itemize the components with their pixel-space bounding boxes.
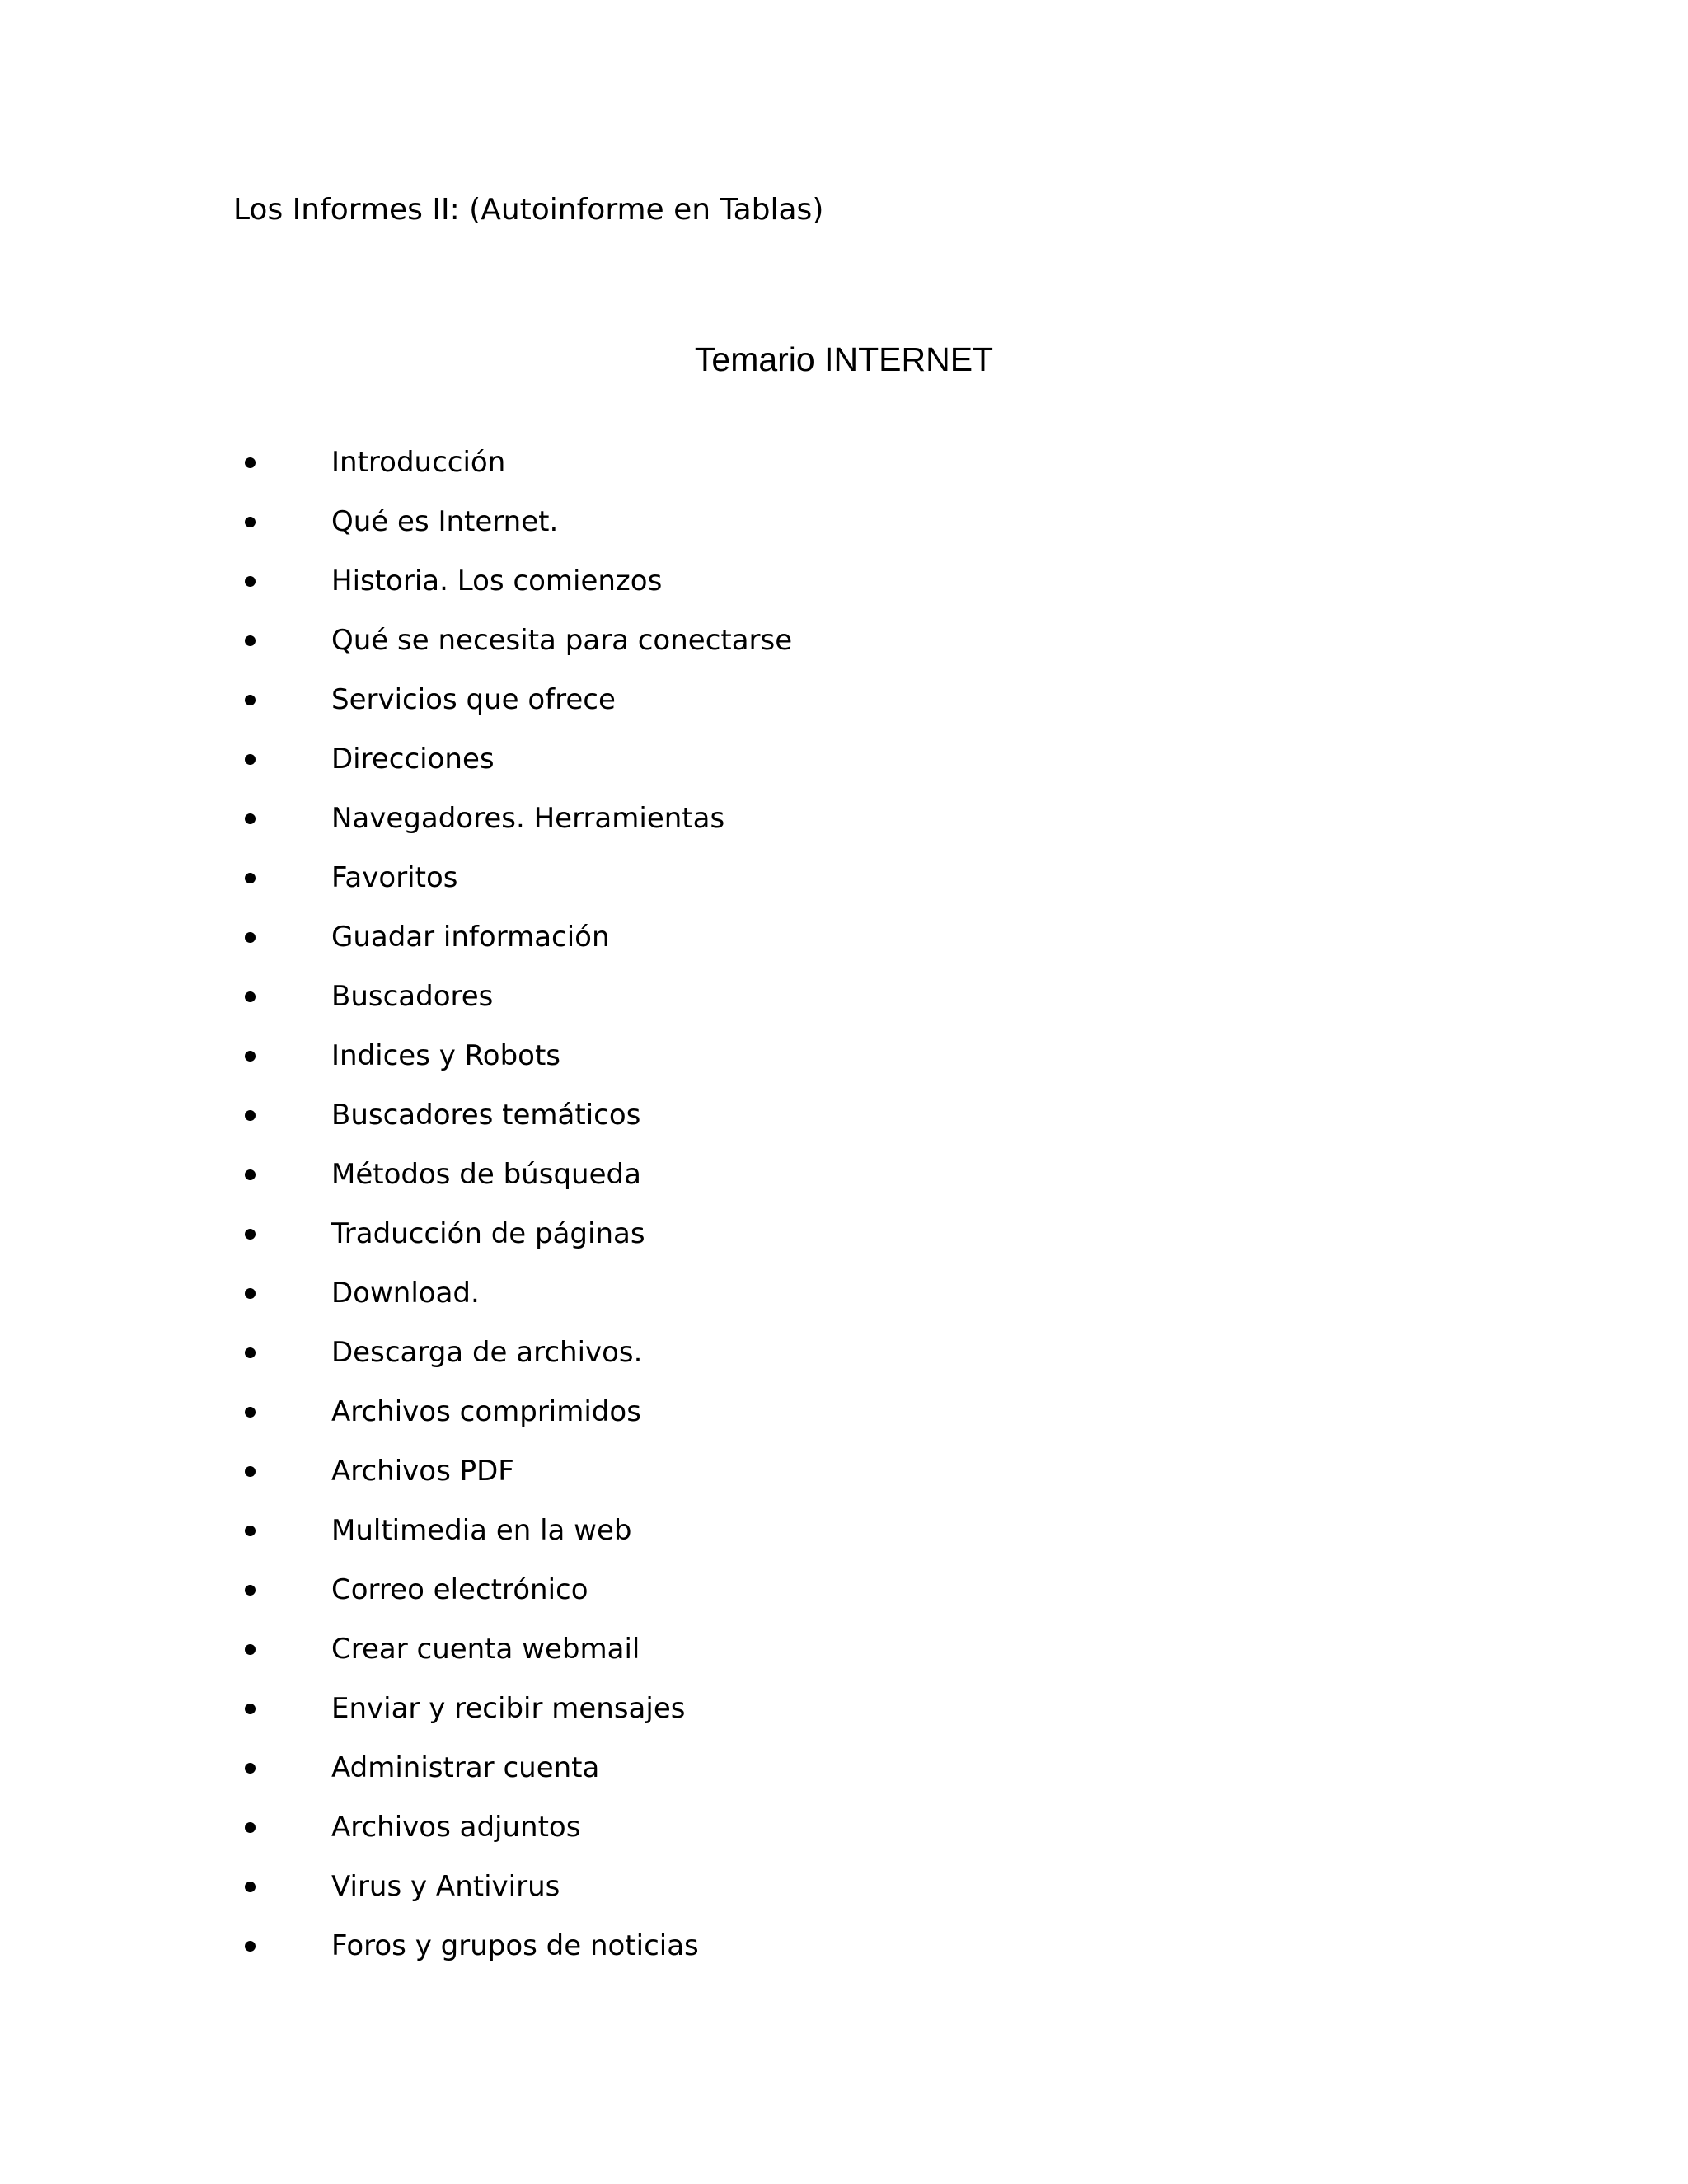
bullet-icon: [245, 1466, 256, 1477]
topic-label: Direcciones: [331, 743, 495, 776]
bullet-icon: [245, 754, 256, 765]
topic-label: Traducción de páginas: [331, 1217, 645, 1250]
topic-label: Descarga de archivos.: [331, 1336, 643, 1369]
topic-label: Guadar información: [331, 921, 610, 954]
bullet-icon: [245, 1822, 256, 1833]
bullet-icon: [245, 576, 256, 587]
topic-label: Enviar y recibir mensajes: [331, 1692, 686, 1725]
bullet-icon: [245, 1110, 256, 1121]
bullet-icon: [245, 1526, 256, 1536]
topic-label: Buscadores: [331, 980, 494, 1013]
bullet-icon: [245, 813, 256, 824]
bullet-icon: [245, 1169, 256, 1180]
bullet-icon: [245, 1704, 256, 1714]
bullet-icon: [245, 991, 256, 1002]
topic-label: Archivos comprimidos: [331, 1395, 641, 1428]
topic-label: Favoritos: [331, 861, 458, 894]
document-title: Temario INTERNET: [694, 340, 994, 378]
bullet-icon: [245, 1644, 256, 1655]
topic-label: Crear cuenta webmail: [331, 1633, 640, 1666]
document-header: Los Informes II: (Autoinforme en Tablas): [233, 193, 824, 227]
topic-label: Indices y Robots: [331, 1039, 560, 1072]
topic-label: Archivos adjuntos: [331, 1811, 581, 1844]
topic-label: Correo electrónico: [331, 1573, 588, 1606]
bullet-icon: [245, 932, 256, 943]
bullet-icon: [245, 873, 256, 883]
bullet-icon: [245, 1288, 256, 1299]
bullet-icon: [245, 1941, 256, 1952]
topic-label: Administrar cuenta: [331, 1751, 600, 1784]
bullet-icon: [245, 635, 256, 646]
topic-label: Buscadores temáticos: [331, 1099, 641, 1132]
bullet-icon: [245, 1347, 256, 1358]
topic-label: Historia. Los comienzos: [331, 565, 663, 598]
topic-label: Download.: [331, 1277, 480, 1310]
topic-label: Métodos de búsqueda: [331, 1158, 641, 1191]
bullet-icon: [245, 1585, 256, 1596]
topic-label: Qué es Internet.: [331, 505, 559, 538]
topic-label: Virus y Antivirus: [331, 1870, 560, 1903]
bullet-icon: [245, 1882, 256, 1892]
bullet-icon: [245, 517, 256, 527]
topic-label: Introducción: [331, 446, 506, 479]
topic-label: Foros y grupos de noticias: [331, 1929, 699, 1962]
topic-label: Multimedia en la web: [331, 1514, 632, 1547]
bullet-icon: [245, 695, 256, 705]
topic-label: Qué se necesita para conectarse: [331, 624, 793, 657]
topic-label: Archivos PDF: [331, 1455, 514, 1488]
bullet-icon: [245, 1051, 256, 1062]
topic-label: Navegadores. Herramientas: [331, 802, 725, 835]
bullet-icon: [245, 1229, 256, 1240]
topic-label: Servicios que ofrece: [331, 683, 616, 716]
bullet-icon: [245, 457, 256, 468]
bullet-icon: [245, 1763, 256, 1774]
bullet-icon: [245, 1407, 256, 1418]
